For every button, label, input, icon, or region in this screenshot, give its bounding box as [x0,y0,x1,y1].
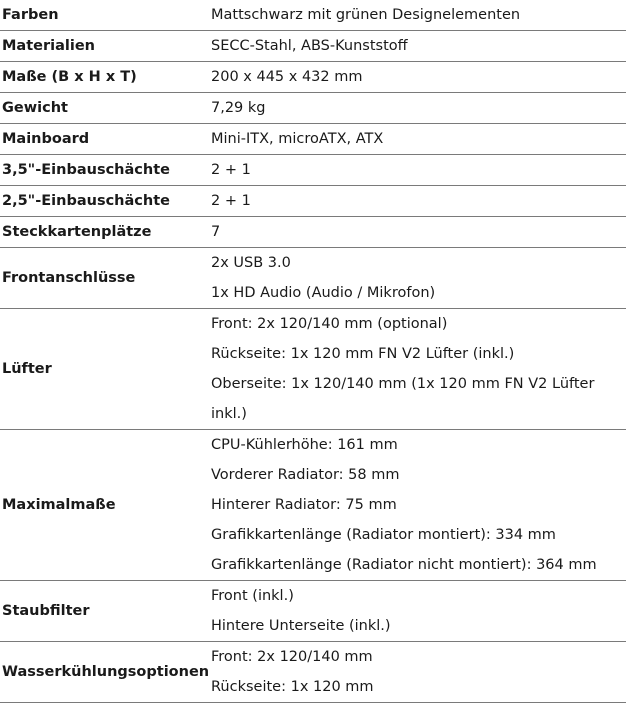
spec-value-line: 2x USB 3.0 [211,255,291,271]
spec-value-line: Grafikkartenlänge (Radiator nicht montiert): 364 mm [211,557,597,573]
spec-value-line: 200 x 445 x 432 mm [211,69,363,85]
spec-value [207,155,626,186]
spec-value [207,93,626,124]
spec-value-line: Vorderer Radiator: 58 mm [211,467,400,483]
table-row [0,642,626,703]
table-row [0,155,626,186]
spec-value-line: Grafikkartenlänge (Radiator montiert): 334 mm [211,527,556,543]
spec-value [207,124,626,155]
table-row [0,248,626,309]
spec-label: Lüfter [2,361,52,377]
spec-value [207,217,626,248]
table-row [0,217,626,248]
table-row [0,62,626,93]
spec-value-line: 7,29 kg [211,100,266,116]
spec-label: Gewicht [2,100,68,116]
spec-label: Wasserkühlungsoptionen [2,664,210,680]
spec-value-line: Front: 2x 120/140 mm (optional) [211,316,448,332]
spec-label: Staubfilter [2,603,90,619]
spec-value [207,0,626,31]
spec-value-line: Rückseite: 1x 120 mm FN V2 Lüfter (inkl.) [211,346,515,362]
spec-value-line: Front (inkl.) [211,588,294,604]
spec-label: Mainboard [2,131,90,147]
spec-value [207,309,626,430]
table-row [0,124,626,155]
spec-label: Materialien [2,38,95,54]
table-row [0,0,626,31]
spec-label: Frontanschlüsse [2,270,136,286]
spec-label: Farben [2,7,59,23]
table-row [0,430,626,581]
spec-value-line: 1x HD Audio (Audio / Mikrofon) [211,285,436,301]
spec-label: Maximalmaße [2,497,116,513]
spec-value-line: Mattschwarz mit grünen Designelementen [211,7,521,23]
spec-value-line: Hinterer Radiator: 75 mm [211,497,397,513]
spec-label: 2,5"-Einbauschächte [2,193,170,209]
spec-value-line: 2 + 1 [211,162,251,178]
table-row [0,93,626,124]
spec-value [207,186,626,217]
table-row [0,186,626,217]
spec-value [207,430,626,581]
spec-value [207,31,626,62]
spec-value-line: Oberseite: 1x 120/140 mm (1x 120 mm FN V2 Lüfter inkl.) [211,376,595,422]
spec-value-line: 2 + 1 [211,193,251,209]
spec-label: Steckkartenplätze [2,224,152,240]
spec-value-line: Front: 2x 120/140 mm [211,649,373,665]
table-row [0,581,626,642]
spec-value-line: SECC-Stahl, ABS-Kunststoff [211,38,408,54]
spec-value-line: Rückseite: 1x 120 mm [211,679,374,695]
spec-value [207,642,626,703]
spec-value [207,581,626,642]
spec-value-line: 7 [211,224,221,240]
spec-value-line: Mini-ITX, microATX, ATX [211,131,384,147]
table-row [0,31,626,62]
spec-value-line: CPU-Kühlerhöhe: 161 mm [211,437,398,453]
spec-label: Maße (B x H x T) [2,69,137,85]
spec-value [207,248,626,309]
spec-value [207,62,626,93]
spec-value-line: Hintere Unterseite (inkl.) [211,618,391,634]
spec-label: 3,5"-Einbauschächte [2,162,170,178]
table-row [0,309,626,430]
